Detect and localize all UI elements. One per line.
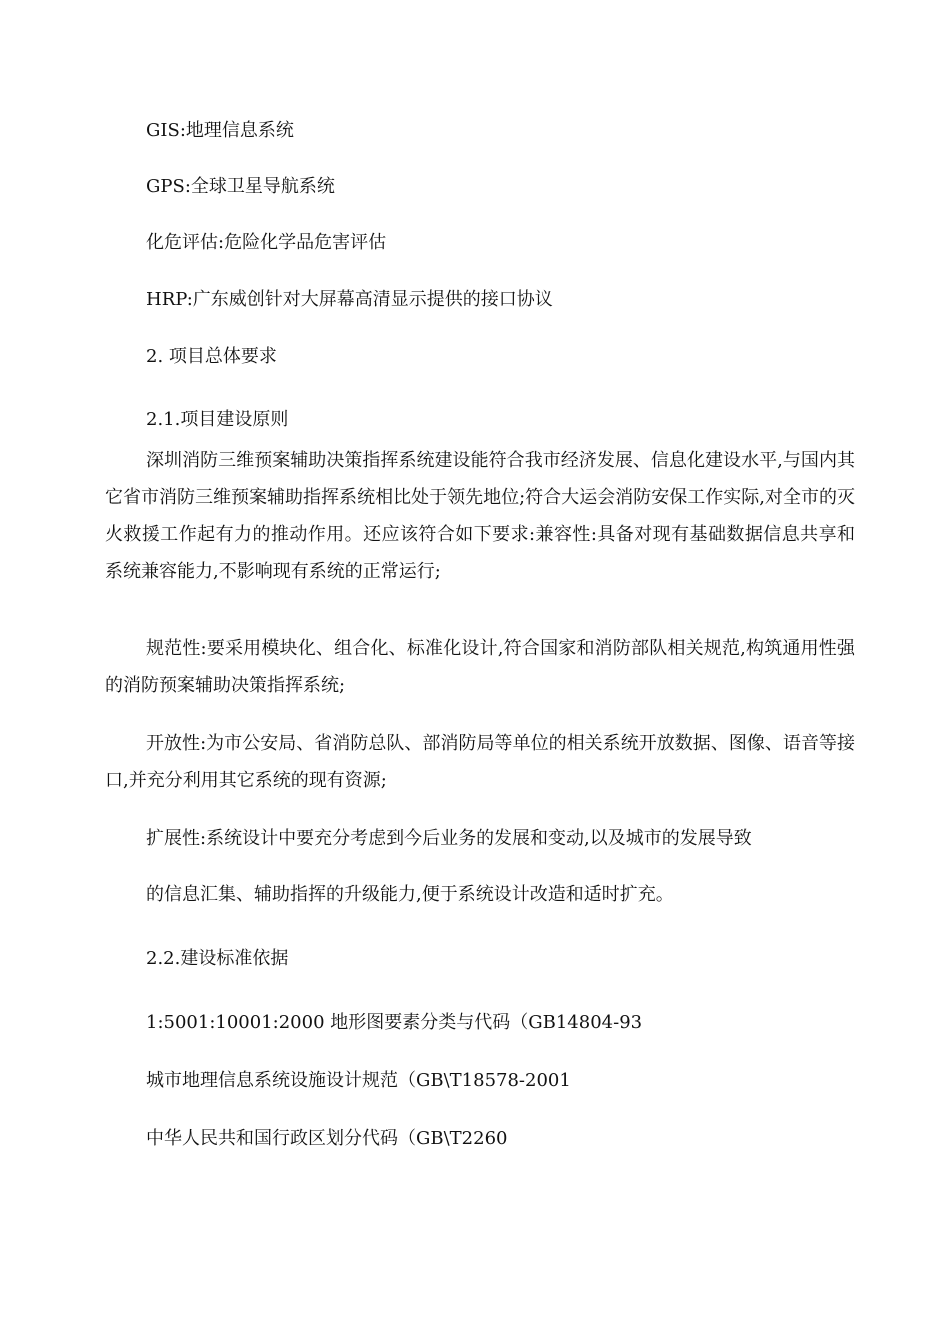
abbreviation-gps: GPS:全球卫星导航系统 [146,176,335,197]
extensibility-line-2: 的信息汇集、辅助指挥的升级能力,便于系统设计改造和适时扩充。 [146,884,674,905]
abbreviation-hazard-assessment: 化危评估:危险化学品危害评估 [146,232,387,253]
abbreviation-hrp: HRP:广东威创针对大屏幕高清显示提供的接口协议 [146,289,553,310]
standard-item: 1:5001:10001:2000 地形图要素分类与代码（GB14804-93 [146,1012,643,1033]
standard-item: 城市地理信息系统设施设计规范（GB\T18578-2001 [146,1070,571,1091]
section-2-heading: 2. 项目总体要求 [146,346,277,367]
section-2-2-heading: 2.2.建设标准依据 [146,948,289,969]
principles-paragraph-compatibility: 深圳消防三维预案辅助决策指挥系统建设能符合我市经济发展、信息化建设水平,与国内其它省市消防三维预案辅助指挥系统相比处于领先地位;符合大运会消防安保工作实际,对全市的灭火救援工作起有力的推动作用。还应该符合如下要求:兼容性:具备对现有基础数据信息共享和系统兼容能力,不影响现有系统的正常运行; [105,450,855,582]
standard-item: 中华人民共和国行政区划分代码（GB\T2260 [146,1128,508,1149]
section-2-1-heading: 2.1.项目建设原则 [146,409,289,430]
extensibility-line-1: 扩展性:系统设计中要充分考虑到今后业务的发展和变动,以及城市的发展导致 [146,828,752,849]
abbreviation-gis: GIS:地理信息系统 [146,120,294,141]
principles-paragraph-standardization: 规范性:要采用模块化、组合化、标准化设计,符合国家和消防部队相关规范,构筑通用性强的消防预案辅助决策指挥系统; [105,638,855,696]
principles-paragraph-openness: 开放性:为市公安局、省消防总队、部消防局等单位的相关系统开放数据、图像、语音等接口,并充分利用其它系统的现有资源; [105,733,855,791]
